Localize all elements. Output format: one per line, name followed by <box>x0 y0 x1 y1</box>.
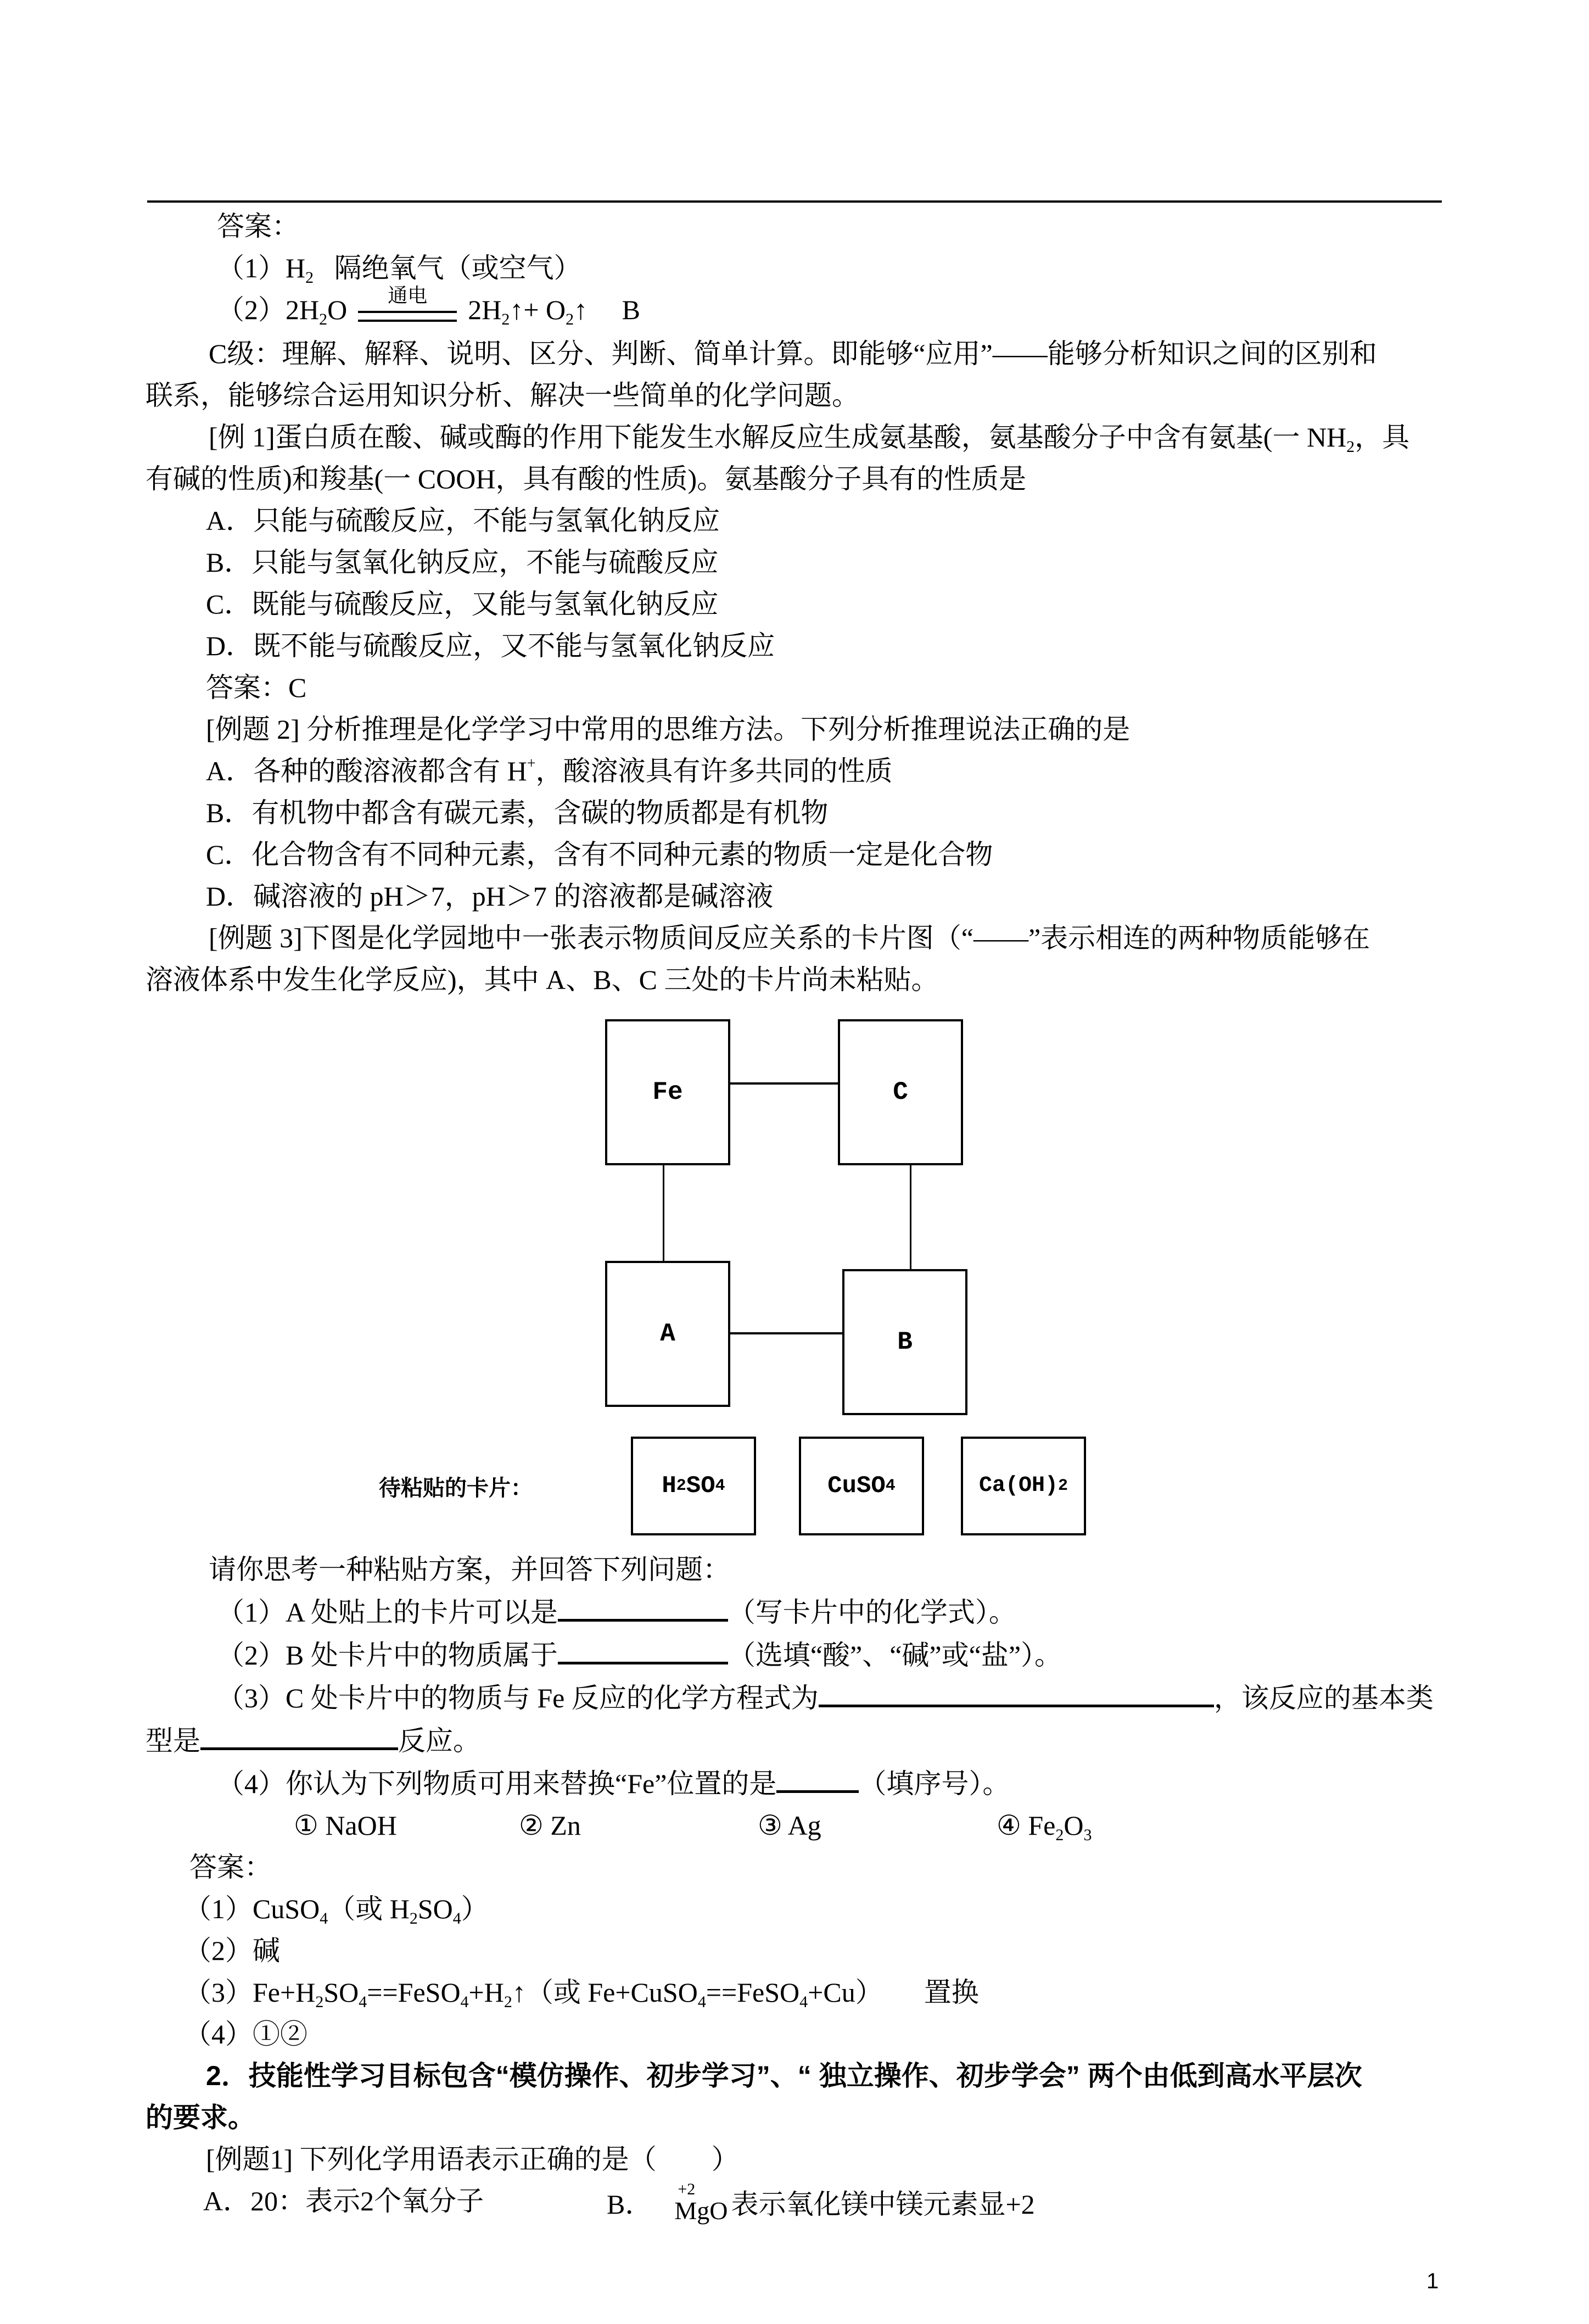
example3-question-1 <box>146 1594 1441 1630</box>
answer2-label: 答案： <box>189 1851 272 1882</box>
card-caoh2: Ca(OH) 2 <box>961 1437 1086 1535</box>
section2-option-b <box>607 2180 1035 2230</box>
answer-num: （3） <box>184 1976 253 2008</box>
option-text: A．各种的酸溶液都含有 H <box>206 755 527 786</box>
q4-option-2: ② Zn <box>519 1809 581 1841</box>
question-text: 型是 <box>146 1725 200 1756</box>
question-text: （2）B 处卡片中的物质属于 <box>217 1639 558 1671</box>
option-text: O <box>1064 1809 1084 1841</box>
connector-fe-a <box>663 1165 664 1261</box>
formula-part: ==FeSO <box>367 1976 461 2008</box>
subscript: 4 <box>799 1992 808 2011</box>
answer-choice: B <box>622 294 640 325</box>
subscript: 2 <box>566 310 574 328</box>
answer-line-2 <box>146 284 1441 329</box>
section2-option-a: A．20：表示2个氧分子 <box>203 2185 484 2216</box>
q4-options-row <box>146 1808 1441 1843</box>
card-fe: Fe <box>605 1019 730 1165</box>
reaction-type: 置换 <box>924 1976 979 2008</box>
subscript: 2 <box>315 1992 324 2011</box>
card-c: C <box>838 1019 963 1165</box>
example2-option-b: B．有机物中都含有碳元素，含碳的物质都是有机物 <box>206 797 829 828</box>
question-text: （4）你认为下列物质可用来替换“Fe”位置的是 <box>217 1768 777 1799</box>
subscript: 3 <box>1083 1825 1092 1844</box>
card-cuso4: CuSO 4 <box>799 1437 924 1535</box>
stem-text: ，具 <box>1355 421 1410 452</box>
formula-part: Fe+H <box>253 1976 316 2008</box>
formula-part: +H <box>468 1976 504 2008</box>
card-text: H <box>662 1472 676 1500</box>
formula-part: SO <box>417 1893 453 1924</box>
formula-part: SO <box>323 1976 359 2008</box>
answer-blank[interactable] <box>776 1765 859 1793</box>
answer-num: （2） <box>217 294 286 325</box>
answer2-line-1 <box>146 1891 1441 1926</box>
example3-stem-line-2: 溶液体系中发生化学反应)，其中 A、B、C 三处的卡片尚未粘贴。 <box>146 964 939 995</box>
example2-option-a <box>146 753 1441 789</box>
example1-option-d: D．既不能与硫酸反应，又不能与氢氧化钠反应 <box>206 630 775 661</box>
reaction-condition: 通电 <box>388 284 428 306</box>
option-text: ④ Fe <box>997 1809 1056 1841</box>
card-h2so4: H 2 SO 4 <box>631 1437 756 1535</box>
card-text: Ca(OH) <box>978 1473 1058 1499</box>
subscript: 2 <box>409 1909 418 1928</box>
example3-question-4 <box>146 1765 1441 1801</box>
reaction-card-diagram <box>146 1019 1441 1535</box>
formula-part: 2H <box>468 294 502 325</box>
subscript: 2 <box>501 310 510 328</box>
answer2-line-2: （2）碱 <box>184 1935 280 1966</box>
example1-answer: 答案：C <box>206 672 307 703</box>
example1-option-a: A．只能与硫酸反应，不能与氢氧化钠反应 <box>206 505 720 536</box>
formula-part: 2H <box>286 294 320 325</box>
example3-question-2 <box>146 1636 1441 1673</box>
subscript: 4 <box>452 1909 461 1928</box>
formula-part: O <box>327 294 348 325</box>
formula-part: （或 H <box>328 1893 410 1924</box>
stem-text: [例 1]蛋白质在酸、碱或酶的作用下能发生水解反应生成氨基酸，氨基酸分子中含有氨基(一 NH <box>209 421 1347 452</box>
cards-label: 待粘贴的卡片： <box>379 1476 533 1500</box>
answer-blank[interactable] <box>819 1679 1214 1707</box>
example3-question-3-cont <box>146 1722 1441 1758</box>
q4-option-1: ① NaOH <box>294 1809 397 1841</box>
answer2-line-4: （4）①② <box>184 2018 307 2049</box>
example1-stem-line-2: 有碱的性质)和羧基(一 COOH，具有酸的性质)。氨基酸分子具有的性质是 <box>146 463 1027 494</box>
question-text: ，该反应的基本类 <box>1213 1682 1434 1713</box>
example1-stem-line-1 <box>146 420 1441 455</box>
c-level-line-2: 联系，能够综合运用知识分析、解决一些简单的化学问题。 <box>146 379 859 411</box>
header-rule <box>147 200 1442 203</box>
subscript: 4 <box>460 1992 469 2011</box>
subscript: 2 <box>1346 437 1355 456</box>
answer-label: 答案： <box>217 211 299 242</box>
connector-a-b <box>730 1332 842 1334</box>
question-text: （选填“酸”、“碱”或“盐”）。 <box>728 1639 1062 1671</box>
question-text: （1）A 处贴上的卡片可以是 <box>217 1596 558 1628</box>
option-text: ，酸溶液具有许多共同的性质 <box>535 755 893 786</box>
card-text: CuSO <box>827 1472 886 1500</box>
reaction-condition-sign <box>358 284 457 329</box>
formula-part: CuSO <box>253 1893 320 1924</box>
section2-options-row <box>146 2180 1441 2230</box>
superscript: + <box>527 755 536 772</box>
equals-bar <box>358 311 457 313</box>
c-level-line-1: C级：理解、解释、说明、区分、判断、简单计算。即能够“应用”——能够分析知识之间的区别和 <box>209 338 1377 369</box>
answer2-line-3 <box>146 1975 1441 2010</box>
example2-option-d: D．碱溶液的 pH＞7，pH＞7 的溶液都是碱溶液 <box>206 880 774 912</box>
mgo-valence-formula <box>674 2180 728 2225</box>
subscript: 2 <box>503 1992 512 2011</box>
subscript: 2 <box>1055 1825 1064 1844</box>
option-text: 表示氧化镁中镁元素显+2 <box>731 2188 1035 2220</box>
equals-bar <box>358 320 457 322</box>
answer-text: 隔绝氧气（或空气） <box>334 253 581 283</box>
formula-part: ==FeSO <box>706 1976 800 2008</box>
section2-heading-line-2: 的要求。 <box>146 2102 255 2133</box>
answer-line-1 <box>146 250 1441 286</box>
formula-part: +Cu） <box>808 1976 883 2008</box>
example2-option-c: C．化合物含有不同种元素，含有不同种元素的物质一定是化合物 <box>206 839 993 870</box>
answer-blank[interactable] <box>558 1594 728 1622</box>
section2-example1-stem: [例题1] 下列化学用语表示正确的是（ ） <box>206 2143 739 2175</box>
example3-prompt: 请你思考一种粘贴方案，并回答下列问题： <box>209 1554 730 1585</box>
example3-stem-line-1: [例题 3]下图是化学园地中一张表示物质间反应关系的卡片图（“——”表示相连的两种物质能够在 <box>209 922 1370 953</box>
answer-blank[interactable] <box>558 1636 728 1664</box>
example1-option-c: C．既能与硫酸反应，又能与氢氧化钠反应 <box>206 588 719 619</box>
subscript: 4 <box>697 1992 706 2011</box>
subscript: 2 <box>305 269 314 287</box>
answer-num: （1） <box>184 1893 253 1924</box>
answer-num: （1） <box>217 253 286 283</box>
formula: MgO <box>674 2196 728 2225</box>
page-number: 1 <box>1426 2269 1439 2293</box>
q4-option-3: ③ Ag <box>758 1809 821 1841</box>
formula-part: ↑+ O <box>510 294 566 325</box>
formula: H <box>286 253 306 283</box>
question-text: （3）C 处卡片中的物质与 Fe 反应的化学方程式为 <box>217 1682 819 1713</box>
section2-heading-line-1: 2．技能性学习目标包含“模仿操作、初步学习”、“ 独立操作、初步学会” 两个由低到高水平层次 <box>206 2060 1362 2091</box>
formula-part: ↑（或 Fe+CuSO <box>512 1976 698 2008</box>
question-text: 反应。 <box>398 1725 480 1756</box>
subscript: 4 <box>359 1992 367 2011</box>
subscript: 4 <box>320 1909 328 1928</box>
question-text: （写卡片中的化学式）。 <box>728 1596 1016 1628</box>
example1-option-b: B．只能与氢氧化钠反应，不能与硫酸反应 <box>206 546 719 578</box>
example3-question-3 <box>146 1679 1441 1716</box>
valence-mark: +2 <box>678 2180 696 2198</box>
formula-part: ） <box>461 1893 489 1924</box>
card-text: SO <box>686 1472 715 1500</box>
card-b: B <box>842 1269 967 1415</box>
connector-c-b <box>910 1165 911 1269</box>
formula-part: ↑ <box>574 294 588 325</box>
connector-fe-c <box>730 1082 838 1085</box>
subscript: 2 <box>319 310 328 328</box>
q4-option-4 <box>997 1808 1092 1843</box>
question-text: （填序号）。 <box>859 1768 1010 1799</box>
option-label: B． <box>607 2188 653 2220</box>
page-body <box>146 209 1441 2236</box>
example2-stem: [例题 2] 分析推理是化学学习中常用的思维方法。下列分析推理说法正确的是 <box>206 713 1131 745</box>
card-a: A <box>605 1261 730 1407</box>
answer-blank[interactable] <box>200 1722 398 1750</box>
